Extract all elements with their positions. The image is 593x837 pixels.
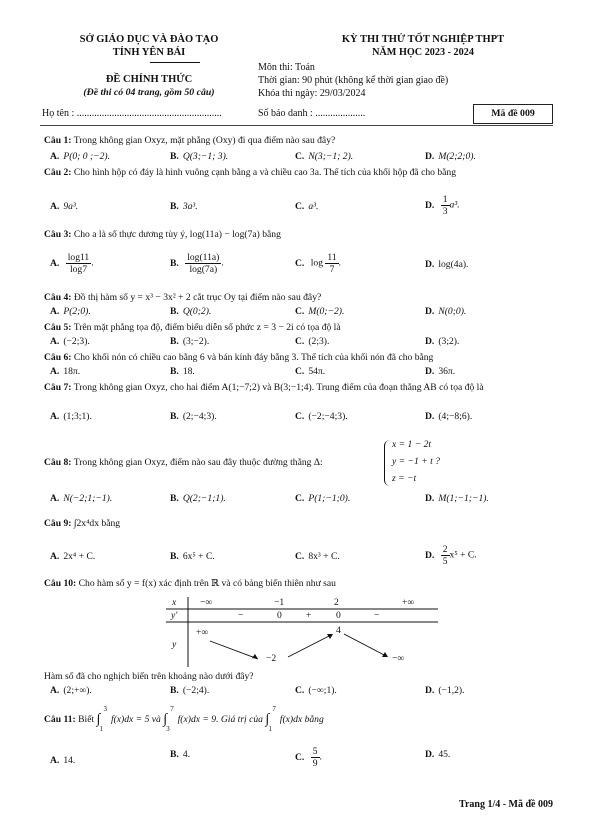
question-9-options [50,546,570,570]
option-d: D. $\frac{2}{5}$ x⁵ + C. [425,544,477,567]
question-3-options [50,252,570,278]
vt-x-value: −∞ [200,597,213,608]
department-title: SỞ GIÁO DỤC VÀ ĐÀO TẠO [79,34,219,45]
option-c: C. 54π. [295,366,326,377]
exam-title: KỲ THI THỬ TỐT NGHIỆP THPT [341,34,505,45]
vt-x-value: +∞ [402,597,415,608]
option-d: D. (4;−8;6). [425,411,473,422]
vt-x-value: 2 [334,597,339,608]
option-d: D. (−1,2). [425,685,465,696]
variation-table [166,597,438,667]
increase-arrow [288,635,331,657]
header-separator [40,125,553,126]
name-field: Họ tên : .......................................................... [42,108,222,119]
option-d: D. N(0;0). [425,306,467,317]
option-b: B. 6x⁵ + C. [170,551,215,562]
exam-date: Khóa thi ngày: 29/03/2024 [258,88,366,99]
option-a: A. 14. [50,755,76,766]
option-b: B. Q(3;−1; 3). [170,151,229,162]
option-b: B. Q(0;2). [170,306,212,317]
question-text: Trong không gian Oxyz, mặt phẳng (Oxy) đi qua điểm nào sau đây? [73,135,336,146]
official-label: ĐỀ CHÍNH THỨC [105,74,193,85]
option-d: D. (3;2). [425,336,460,347]
option-a: A. (2;+∞). [50,685,92,696]
option-d: D. log(4a). [425,259,469,270]
vt-sign: 0 [336,610,341,621]
question-4-options [50,305,570,321]
option-a: A. 2x⁴ + C. [50,551,96,562]
option-a: A. 9a³. [50,201,79,212]
system-line-2: y = −1 + t ? [392,456,440,467]
option-c: C. M(0;−2). [295,306,345,317]
official-note: (Đề thi có 04 trang, gồm 50 câu) [83,87,215,98]
option-c: C. a³. [295,201,319,212]
exam-code-box: Mã đề 009 [473,104,553,124]
vt-sign: − [374,610,380,621]
option-b: B. 4. [170,749,191,760]
option-d: D. M(1;−1;−1). [425,493,489,504]
integral-sign: ∫ [163,712,168,727]
option-c: C. log $\frac{11}{7}$ . [295,252,342,275]
vt-x-value: −1 [274,597,285,608]
integral-sign: ∫ [265,712,270,727]
option-b: B. (3;−2). [170,336,210,347]
vt-y-label: y [172,639,177,650]
option-d: D. 45. [425,749,451,760]
option-a: A. P(0; 0 ;−2). [50,151,111,162]
arrow-head [252,654,258,659]
option-b: B. 18. [170,366,195,377]
option-d: D. $\frac{1}{3}$ a³. [425,194,460,217]
vt-y-value: 4 [336,625,341,636]
question-2: Câu 2: Cho hình hộp có đáy là hình vuông cạnh bằng a và chiều cao 3a. Thể tích của khối hộp đã cho bằng [44,167,456,178]
vt-y-value: −∞ [392,653,405,664]
question-11-options [50,748,570,772]
sbd-field: Số báo danh : .................... [258,108,366,119]
header-rule [150,62,200,63]
fraction: $\frac{1}{3}$ [442,194,448,217]
question-11: Câu 11: Biết ∫ 3 1 f(x)dx = 5 và ∫ 7 3 f(x)dx = 9. Giá trị của ∫ 7 1 f(x)dx bằng [44,705,324,733]
option-b: B. $\frac{\log(11a)}{\log(7a)}$ . [170,252,224,275]
option-d: D. M(2;2;0). [425,151,476,162]
decrease-arrow-1 [210,641,258,659]
vt-sign: 0 [277,610,282,621]
question-label: Câu 1: [44,135,72,146]
question-10-after: Hàm số đã cho nghịch biến trên khoảng nào dưới đây? [44,671,254,682]
subject: Môn thi: Toán [258,62,315,73]
question-7-options [50,410,570,426]
question-3: Câu 3: Cho a là số thực dương tùy ý, log(11a) − log(7a) bằng [44,229,281,240]
option-b: B. (2;−4;3). [170,411,217,422]
option-c: C. (−2;−4;3). [295,411,348,422]
question-4: Câu 4: Đồ thị hàm số y = x³ − 3x² + 2 cắt trục Oy tại điểm nào sau đây? [44,292,322,303]
question-2-options [50,196,570,218]
option-d: D. 36π. [425,366,456,377]
question-6-options [50,365,570,381]
option-c: C. N(3;−1; 2). [295,151,354,162]
school-year: NĂM HỌC 2023 - 2024 [372,47,474,58]
option-c: C. $\frac{5}{9}$ . [295,746,322,769]
question-10-options [50,684,570,700]
question-6: Câu 6: Cho khối nón có chiều cao bằng 6 và bán kính đáy bằng 3. Thể tích của khối nón đã cho bằng [44,352,434,363]
exam-time: Thời gian: 90 phút (không kể thời gian giao đề) [258,75,449,86]
vt-sign: + [306,610,312,621]
question-5: Câu 5: Trên mặt phẳng tọa độ, điểm biểu diễn số phức z = 3 − 2i có tọa độ là [44,322,341,333]
vt-yp-label: y′ [171,610,178,621]
option-c: C. 8x³ + C. [295,551,340,562]
question-8-options [50,492,570,508]
question-9: Câu 9: ∫2x⁴dx bằng [44,518,121,529]
question-1 [44,135,553,147]
question-7: Câu 7: Trong không gian Oxyz, cho hai điểm A(1;−7;2) và B(3;−1;4). Trung điểm của đoạn thẳng AB có tọa độ là [44,382,484,393]
vt-y-value: −2 [266,653,277,664]
option-a: A. N(−2;1;−1). [50,493,113,504]
question-5-options [50,335,570,351]
option-a: A. (1;3;1). [50,411,92,422]
question-8: Câu 8: Trong không gian Oxyz, điểm nào sau đây thuộc đường thẳng Δ: [44,457,323,468]
option-b: B. Q(2;−1;1). [170,493,226,504]
integral-sign: ∫ [96,712,101,727]
vt-y-value: +∞ [196,627,209,638]
option-c: C. (2;3). [295,336,330,347]
province-title: TỈNH YÊN BÁI [112,47,186,58]
decrease-arrow-2 [344,634,386,656]
option-c: C. P(1;−1;0). [295,493,351,504]
option-a: A. 18π. [50,366,81,377]
option-a: A. $\frac{\log 11}{\log 7}$ . [50,252,94,275]
option-a: A. (−2;3). [50,336,90,347]
option-b: B. 3a³. [170,201,198,212]
system-line-1: x = 1 − 2t [392,439,432,450]
question-1-options [50,150,570,166]
option-a: A. P(2;0). [50,306,91,317]
option-c: C. (−∞;1). [295,685,337,696]
page-footer: Trang 1/4 - Mã đề 009 [459,799,553,810]
question-10: Câu 10: Cho hàm số y = f(x) xác định trên ℝ và có bảng biến thiên như sau [44,578,336,589]
vt-x-label: x [172,597,177,608]
option-b: B. (−2;4). [170,685,210,696]
system-line-3: z = −t [392,473,417,484]
vt-sign: − [238,610,244,621]
